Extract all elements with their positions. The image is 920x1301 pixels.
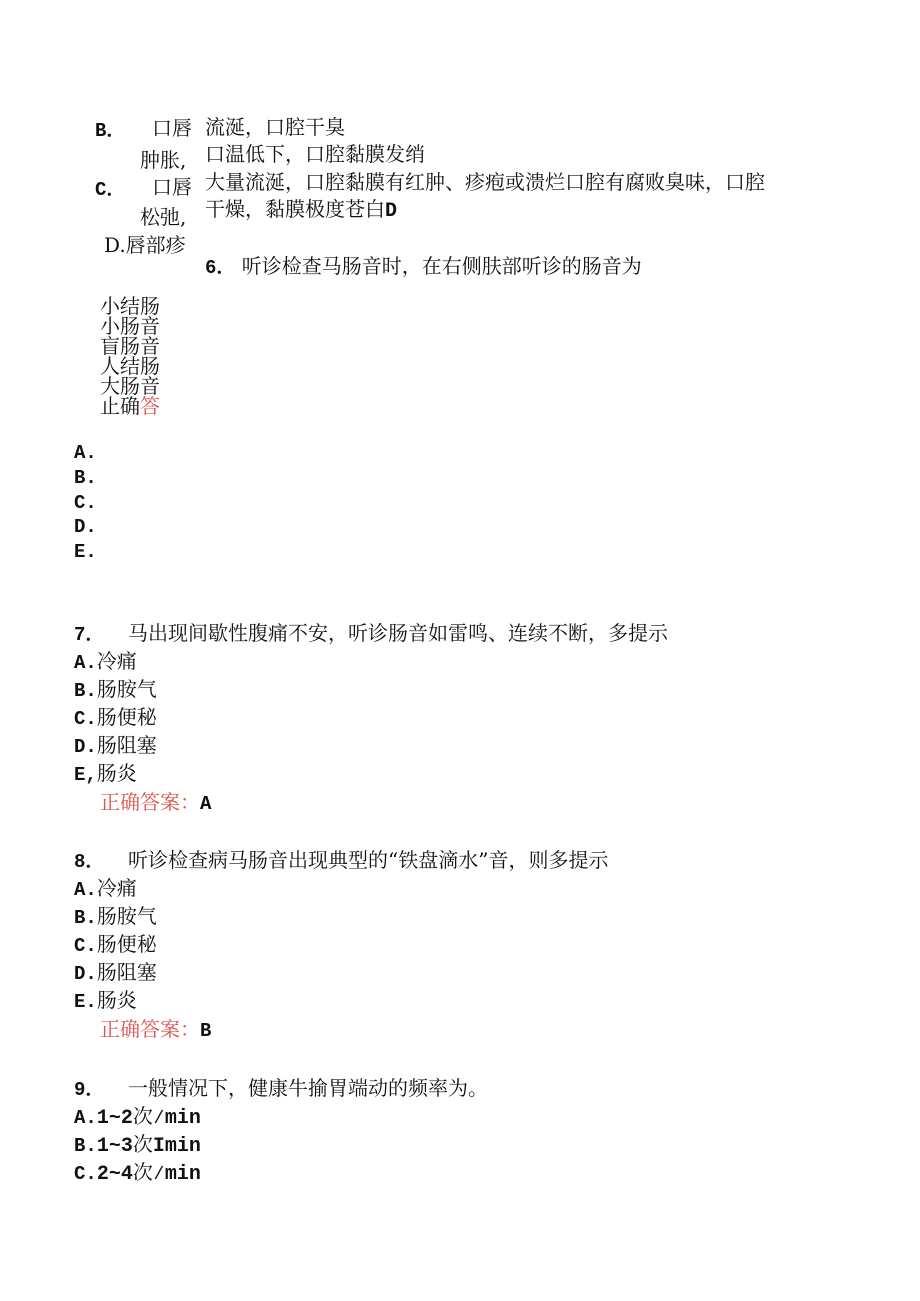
- q9-option-a-label: A.: [74, 1107, 97, 1129]
- question-6-text: 听诊检查马肠音时，在右侧肤部听诊的肠音为: [241, 254, 642, 278]
- q7-option-b-text: 肠胺气: [96, 677, 157, 701]
- stack-line: 大肠音: [100, 374, 160, 398]
- q7-option-e: [74, 763, 137, 785]
- q6-option-label-d: D.: [74, 516, 97, 538]
- q7-option-d-text: 肠阻塞: [96, 733, 157, 757]
- q6-option-label-c: C.: [74, 492, 97, 514]
- q9-option-c-post: ∕min: [152, 1163, 201, 1186]
- q8-option-d-text: 肠阻塞: [96, 960, 157, 984]
- stack-line: 人结肠: [100, 354, 160, 378]
- q7-option-c-label: C.: [74, 708, 97, 730]
- q8-answer-prefix: 正确答案：: [100, 1017, 200, 1041]
- q7-option-d-label: D.: [74, 736, 97, 758]
- q7-answer-prefix: 正确答案：: [100, 790, 200, 814]
- q9-option-b: [74, 1134, 201, 1157]
- q9-option-b-post: Imin: [152, 1135, 201, 1158]
- q9-option-a-mid: 次: [132, 1104, 153, 1128]
- q8-option-c: [74, 934, 157, 956]
- q7-option-e-label: E,: [74, 764, 97, 786]
- q6-option-label-b: B.: [74, 467, 97, 489]
- stack-line: 小结肠: [100, 294, 160, 318]
- q7-option-c: [74, 707, 157, 729]
- q8-correct-answer: [100, 1019, 211, 1041]
- q7-option-c-text: 肠便秘: [96, 705, 157, 729]
- q8-option-b: [74, 906, 157, 928]
- q8-option-d: [74, 962, 157, 984]
- q7-option-a: [74, 651, 137, 673]
- q8-option-b-text: 肠胺气: [96, 904, 157, 928]
- q9-option-a-pre: 1~2: [96, 1107, 133, 1130]
- stack-answer-red: 答: [140, 394, 160, 418]
- q6-option-label-e: E.: [74, 541, 97, 563]
- q9-option-c-mid: 次: [132, 1160, 153, 1184]
- option-c-text-a: 口唇: [152, 175, 192, 199]
- question-8-text: 听诊检查病马肠音出现典型的“铁盘滴水”音，则多提示: [128, 848, 609, 872]
- q8-option-a-text: 冷痛: [96, 876, 137, 900]
- question-7-text: 马出现间歇性腹痛不安，听诊肠音如雷鸣、连续不断，多提示: [128, 621, 668, 645]
- option-text-line-3: 大量流涎，口腔黏膜有红肿、疹疱或溃烂口腔有腐败臭味，口腔: [205, 170, 765, 194]
- question-8-number: 8．: [74, 851, 105, 873]
- option-label-c: C．: [95, 179, 126, 201]
- q9-option-a: [74, 1106, 201, 1129]
- q8-option-d-label: D.: [74, 963, 97, 985]
- stack-line: 盲肠音: [100, 334, 160, 358]
- question-6-stack: [100, 296, 160, 416]
- q9-option-b-label: B.: [74, 1135, 97, 1157]
- option-b-text-a: 口唇: [152, 116, 192, 140]
- q7-option-b-label: B.: [74, 680, 97, 702]
- q8-answer-value: B: [200, 1020, 212, 1042]
- question-9-number: 9．: [74, 1079, 105, 1101]
- q8-option-e: [74, 990, 137, 1012]
- stack-answer-black: 止确: [100, 394, 140, 418]
- q8-option-c-text: 肠便秘: [96, 932, 157, 956]
- question-9-text: 一般情况下，健康牛揄胃端动的频率为。: [128, 1076, 488, 1100]
- q7-option-d: [74, 735, 157, 757]
- question-7-number: 7．: [74, 624, 105, 646]
- option-text-line-2: 口温低下，口腔黏膜发绡: [205, 142, 425, 166]
- q9-option-b-pre: 1~3: [96, 1135, 133, 1158]
- q6-option-label-a: A.: [74, 442, 97, 464]
- q8-option-a-label: A.: [74, 879, 97, 901]
- question-6-number: 6．: [205, 257, 236, 279]
- option-c-text-b: 松弛,: [140, 205, 187, 229]
- question-8-stem: [74, 850, 608, 872]
- option-text-line-4-tail: D: [385, 200, 398, 223]
- q9-option-b-mid: 次: [132, 1132, 153, 1156]
- option-text-line-4-body: 干燥，黏膜极度苍白: [205, 197, 385, 221]
- q8-option-b-label: B.: [74, 907, 97, 929]
- q8-option-e-text: 肠炎: [96, 988, 137, 1012]
- q7-correct-answer: [100, 792, 211, 814]
- stack-line: 小肠音: [100, 314, 160, 338]
- q7-answer-value: A: [200, 793, 212, 815]
- q9-option-c-pre: 2~4: [96, 1163, 133, 1186]
- option-b-text-b: 肿胀,: [140, 148, 187, 172]
- question-6-stem: [205, 256, 642, 278]
- q9-option-a-post: ∕min: [152, 1107, 201, 1130]
- question-9-stem: [74, 1078, 488, 1100]
- stack-line-answer: [100, 396, 160, 416]
- option-text-line-4: [205, 199, 397, 222]
- q8-option-a: [74, 878, 137, 900]
- option-label-b: B．: [95, 120, 126, 142]
- q7-option-a-label: A.: [74, 652, 97, 674]
- q7-option-a-text: 冷痛: [96, 649, 137, 673]
- q8-option-c-label: C.: [74, 935, 97, 957]
- option-text-line-1: 流涎，口腔干臭: [205, 115, 345, 139]
- option-d-text: D.唇部疹: [104, 233, 186, 257]
- question-7-stem: [74, 623, 668, 645]
- q9-option-c: [74, 1162, 201, 1185]
- q7-option-e-text: 肠炎: [96, 761, 137, 785]
- q8-option-e-label: E.: [74, 991, 97, 1013]
- q7-option-b: [74, 679, 157, 701]
- q9-option-c-label: C.: [74, 1163, 97, 1185]
